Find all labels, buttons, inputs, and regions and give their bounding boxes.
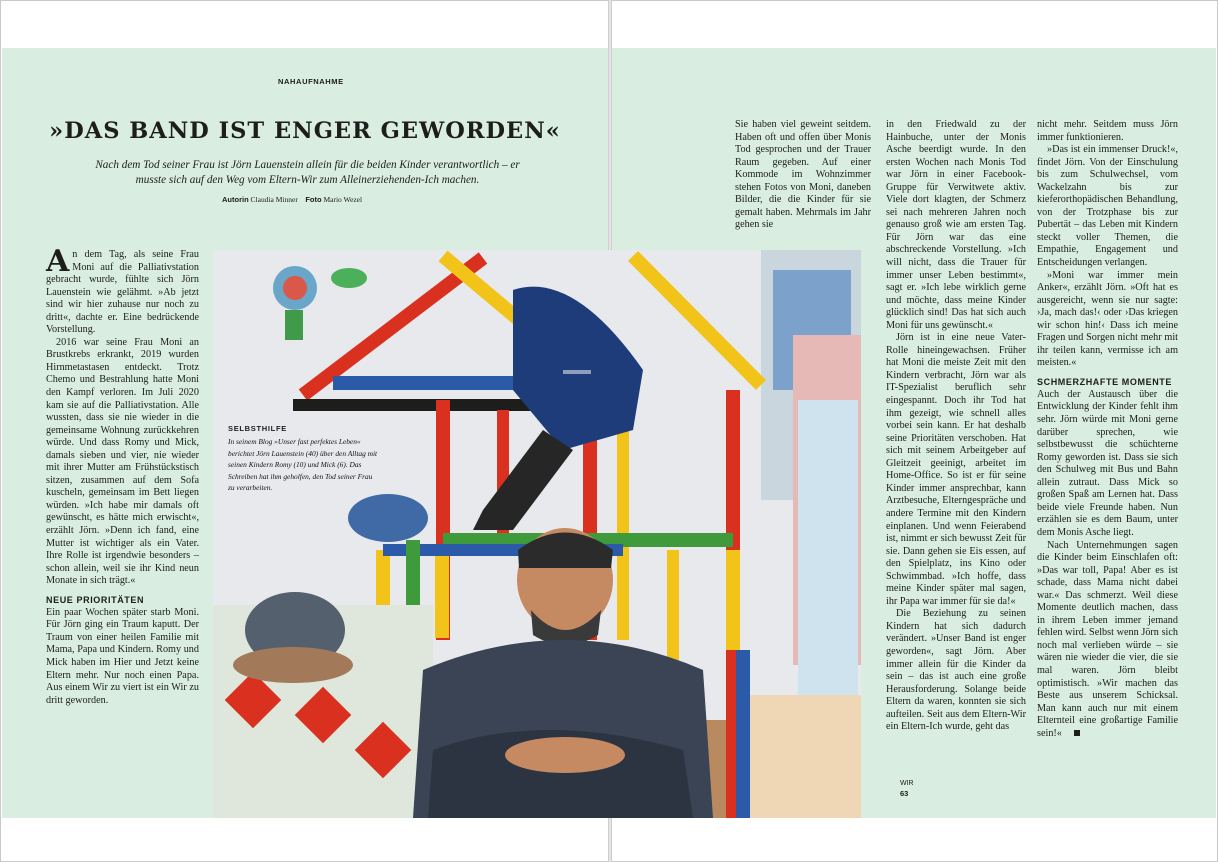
article-intro: Nach dem Tod seiner Frau ist Jörn Lauenstein allein für die beiden Kinder verantwortlich – er musste sich auf den Weg vom Eltern-Wir zum Alleinerziehenden-Ich machen. [95,159,520,186]
text-column-4 [1037,119,1178,740]
paragraph: »Moni war immer mein Anker«, erzählt Jörn. »Oft hat es ausgereicht, wenn sie nur sagte: ›Ja, mach das!‹ oder ›Das kriegen wir schon hin!‹ Dass ich meine Fragen und Sorgen nicht mehr mit ihr teilen kann, vermisse ich am meisten.« [1037,269,1178,369]
paragraph: Auch der Austausch über die Entwicklung der Kinder fehlt ihm sehr. Jörn würde mit Moni gerne darüber sprechen, wie selbstbewusst die schüchterne Romy geworden ist. Dass sie sich den Schulweg mit Bus und Bahn allein zutraut. Dass Mick so großen Spaß am Lernen hat. Dass beide viele Freunde haben. Nun erzählen sie es dem Baum, unter dem Monis Asche liegt. [1037,388,1178,538]
section-kicker: NAHAUFNAHME [278,77,344,86]
text-column-2 [735,119,871,232]
paragraph: Ein paar Wochen später starb Moni. Für Jörn ging ein Traum kaputt. Der Traum von einer heilen Familie mit Mama, Papa und Kindern. Romy und Mick haben im Hier und Jetzt keine Eltern mehr. Nur noch einen Papa. Aus einem Wir zu viert ist ein Wir zu dritt geworden. [46,606,199,706]
paragraph: Nach Unternehmungen sagen die Kinder beim Einschlafen oft: »Das war toll, Papa! Aber es ist schade, dass Mama nicht dabei war.« Das schmerzt. Weil diese Momente deutlich machen, dass in ihrem Leben immer jemand fehlen wird. Selbst wenn Jörn sich noch mal verlieben würde – sie wären nie wieder die vier, die sie mal waren. Jörn bleibt optimistisch. »Wir machen das Beste aus unserem Schicksal. Man kann auch nur mit einem Elternteil eine großartige Familie sein!« [1037,539,1178,739]
drop-cap: A [46,244,70,279]
end-of-article-mark [1074,730,1080,736]
family-photo [213,250,861,818]
paragraph: Sie haben viel geweint seitdem. Haben oft und offen über Monis Tod gesprochen und der Trauer Raum gegeben. Auf einer Kommode im Wohnzimmer stehen Fotos von Moni, daneben Bilder, die die Kinder für sie gemalt haben. Mehrmals im Jahr gehen sie [735,119,871,231]
paragraph: nicht mehr. Seitdem muss Jörn immer funktionieren. [1037,119,1178,143]
paragraph: Jörn ist in eine neue Vater-Rolle hineingewachsen. Früher hat Moni die meiste Zeit mit den Kindern verbracht, Jörn war als IT-Spezialist beruflich sehr eingespannt. Doch ihr Tod hat ihm gezeigt, wie schnell alles vorbei sein kann. Er hat deshalb seine Prioritäten verschoben. Hat sich mit seinem Arbeitgeber auf Gleitzeit geeinigt, arbeitet im Home-Office. So ist er für seine Kinder immer ansprechbar, kann Arztbesuche, Elterngespräche und andere Termine mit den Kindern einplanen. Und wenn Feierabend ist, nimmt er sich bewusst Zeit für sie. Dann gehen sie Eis essen, auf den Spielplatz, ins Kino oder Schwimmbad. »Ich hoffe, dass meine Kinder später mal sagen, ihr Papa war immer für sie da!« [886,332,1026,607]
photo-caption [228,424,378,494]
paragraph: in den Friedwald zu der Hainbuche, unter der Monis Asche beerdigt wurde. In den ersten Wochen nach Monis Tod war Jörn in einer Facebook-Gruppe für Verwitwete aktiv. Viele dort klagten, der Schmerz sei nach mehreren Jahren noch genauso groß wie am ersten Tag. Für Jörn war das eine abschreckende Vorstellung. »Ich will nicht, dass die Trauer für immer unser Leben bestimmt«, sagt er. »Ich lebe wirklich gerne und möchte, dass meine Kinder glücklich sind! Das hat sich auch Moni für uns gewünscht.« [886,119,1026,331]
caption-title: SELBSTHILFE [228,424,287,433]
author-name: Claudia Minner [250,195,298,204]
paragraph: n dem Tag, als seine Frau Moni auf die Palliativstation gebracht wurde, fühlte sich Jörn Lauenstein wie gelähmt. »Ab jetzt sind wir hier zuhause nur noch zu dritt«, dachte er. Eine bedrückende Vorstellung. [46,249,199,336]
text-column-1 [46,244,199,707]
paragraph: 2016 war seine Frau Moni an Brustkrebs erkrankt, 2019 wurden Hirnmetastasen entdeckt. Trotz Chemo und Bestrahlung hatte Moni den Kampf verloren. Im Juli 2020 kam sie auf die Palliativstation. Alle wussten, dass sie nie wieder in die gemeinsame Wohnung zurückkehren würde. Und dass Romy und Mick, damals sieben und vier, nie wieder mit ihrer Mutter am Frühstückstisch sitzen, zusammen auf dem Sofa kuscheln, gemeinsam im Bett liegen würden. »Ich habe mir damals oft gewünscht, es hätte mich erwischt«, erzählt Jörn. »Denn ich fand, eine Mutter ist wichtiger als ein Vater. Ihre Rolle ist irgendwie besonders – schon allein, weil sie ihr Kind neun Monate in sich trägt.« [46,336,199,587]
author-label: Autorin [222,195,249,204]
article-headline: »DAS BAND IST ENGER GEWORDEN« [49,118,561,144]
page-folio [900,779,914,799]
text-column-3 [886,119,1026,734]
photo-label: Foto [305,195,322,204]
caption-text: In seinem Blog »Unser fast perfektes Leben« berichtet Jörn Lauenstein (40) über den Alltag mit seinen Kindern Romy (10) und Mick (6). Das Schreiben hat ihm geholfen, den Tod seiner Frau zu verarbeiten. [228,437,378,493]
article-credits [222,195,362,204]
subheading-schmerzhafte-momente: SCHMERZHAFTE MOMENTE [1037,376,1172,387]
page-number: 63 [900,789,909,798]
photographer-name: Mario Wezel [323,195,363,204]
subheading-neue-prioritaeten: NEUE PRIORITÄTEN [46,594,145,605]
climbing-frame-illustration [213,250,861,818]
paragraph: Die Beziehung zu seinen Kindern hat sich dadurch verändert. »Unser Band ist enger geworden«, sagt Jörn. Aber immer allein für die Kinder da sein – das ist auch eine große Herausforderung. Solange beide Eltern da waren, konnten sie sich aufteilen. Seit aus dem Eltern-Wir ein Eltern-Ich wurde, geht das [886,608,1026,733]
folio-label: WIR [900,780,914,787]
paragraph: »Das ist ein immenser Druck!«, findet Jörn. Von der Einschulung bis zum Schulwechsel, vom Wackelzahn bis zur kieferorthopädischen Behandlung, von der Trotzphase bis zur Pubertät – das Leben mit Kindern steckt voller Themen, die Empathie, Engagement und Entscheidungen verlangen. [1037,144,1178,269]
